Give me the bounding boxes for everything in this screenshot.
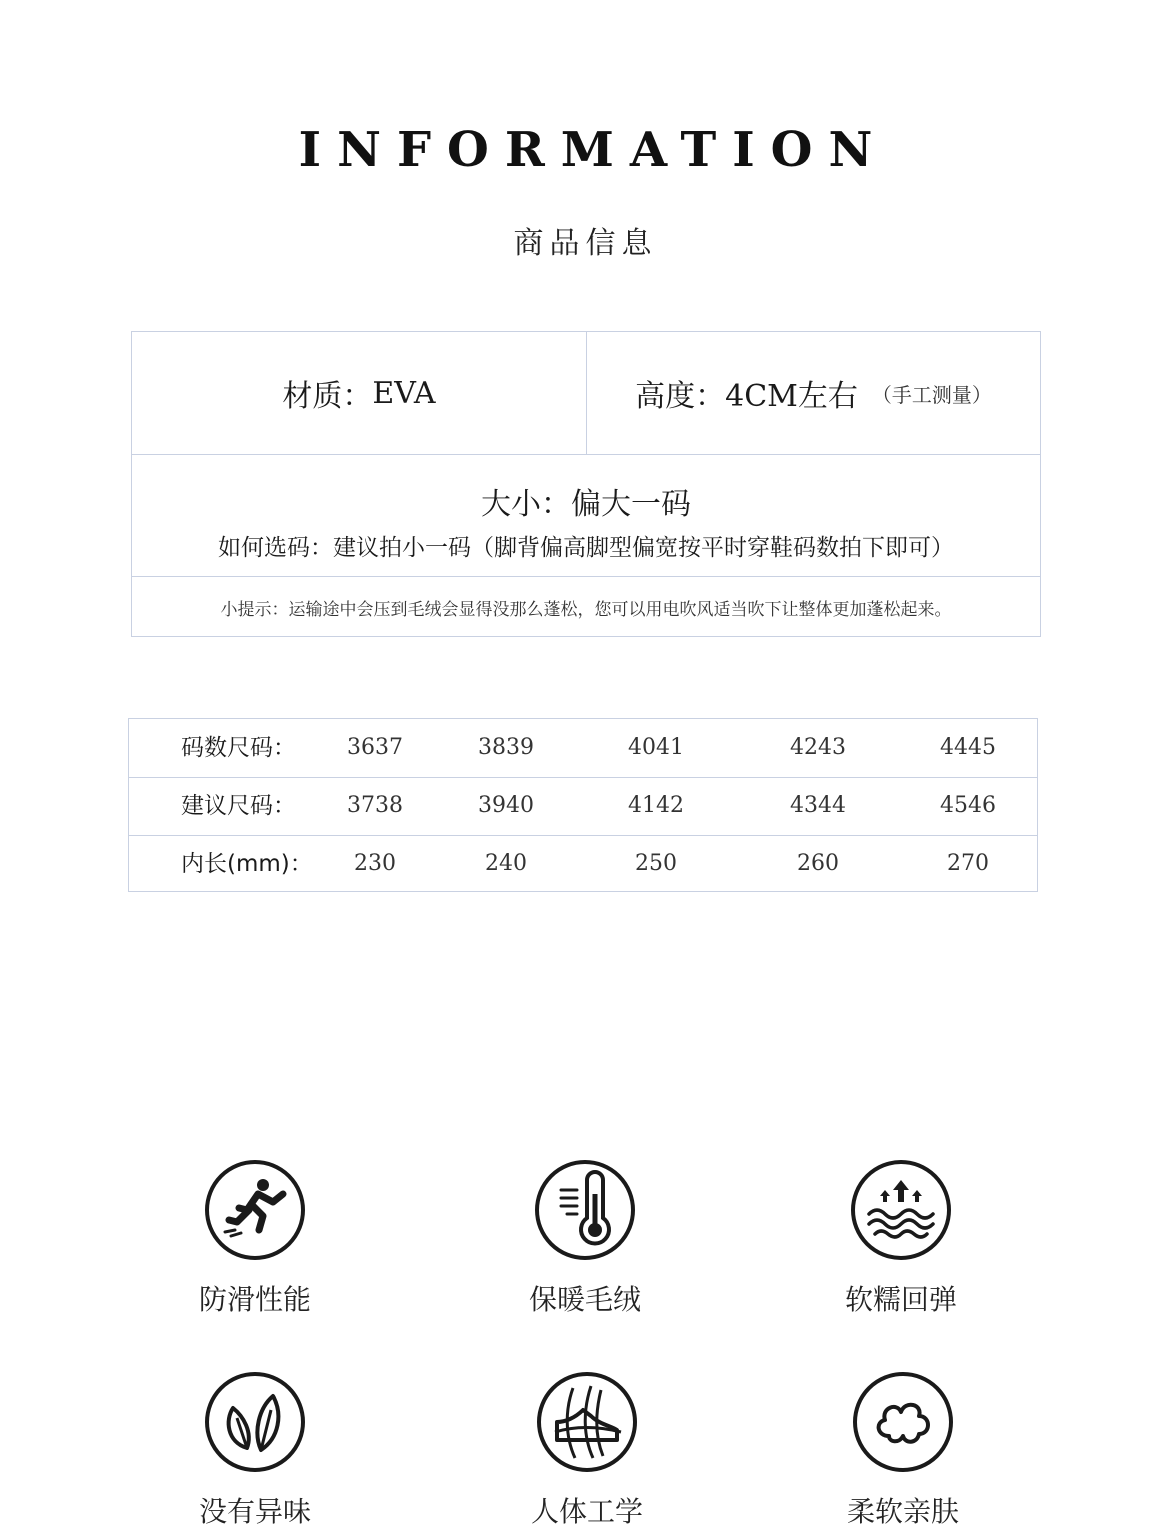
table-cell: 3637 (347, 735, 403, 760)
feature-anti-slip (145, 1158, 365, 1318)
height-label: 高度： (635, 379, 726, 414)
info-row-material-height (132, 332, 1040, 455)
how-to-choose-text: 如何选码：建议拍小一码（脚背偏高脚型偏宽按平时穿鞋码数拍下即可） (218, 535, 954, 561)
height-cell (587, 332, 1040, 454)
height-value: 4CM左右 (725, 379, 858, 414)
ergonomic-shoe-icon (535, 1370, 639, 1474)
page-title: INFORMATION (298, 122, 889, 178)
table-cell: 4445 (940, 735, 996, 760)
page-subtitle: 商品信息 (513, 226, 658, 261)
table-cell: 230 (354, 851, 396, 876)
thermometer-icon (533, 1158, 637, 1262)
rebound-icon (849, 1158, 953, 1262)
table-cell: 240 (485, 851, 527, 876)
table-cell: 270 (947, 851, 989, 876)
table-row (129, 777, 1037, 836)
material-value: EVA (372, 375, 436, 411)
table-row (129, 719, 1037, 778)
tip-text: 小提示：运输途中会压到毛绒会显得没那么蓬松，您可以用电吹风适当吹下让整体更加蓬松起来。 (220, 599, 952, 620)
info-row-size (132, 455, 1040, 577)
table-cell: 4344 (790, 793, 846, 818)
table-cell: 3940 (478, 793, 534, 818)
table-cell: 4142 (628, 793, 684, 818)
leaf-icon (203, 1370, 307, 1474)
table-cell: 4243 (790, 735, 846, 760)
feature-soft-rebound (791, 1158, 1011, 1318)
table-cell: 250 (635, 851, 677, 876)
product-info-box (131, 331, 1041, 637)
cotton-icon (851, 1370, 955, 1474)
material-label: 材质： (282, 379, 373, 414)
feature-skin-friendly (793, 1370, 1013, 1530)
feature-label: 软糯回弹 (844, 1283, 957, 1316)
material-cell (132, 332, 587, 454)
size-table (128, 718, 1038, 892)
anti-slip-icon (203, 1158, 307, 1262)
row-label: 建议尺码： (181, 793, 296, 819)
row-label: 码数尺码： (181, 735, 296, 761)
height-note: （手工测量） (871, 382, 992, 407)
feature-no-odor (145, 1370, 365, 1530)
row-label: 内长(mm)： (181, 851, 313, 877)
feature-label: 保暖毛绒 (528, 1283, 641, 1316)
feature-label: 柔软亲肤 (846, 1495, 959, 1528)
table-cell: 4041 (628, 735, 684, 760)
table-row (129, 835, 1037, 893)
size-text: 大小：偏大一码 (481, 487, 691, 522)
table-cell: 260 (797, 851, 839, 876)
feature-label: 防滑性能 (198, 1283, 311, 1316)
feature-label: 人体工学 (530, 1495, 643, 1528)
table-cell: 3738 (347, 793, 403, 818)
feature-label: 没有异味 (198, 1495, 311, 1528)
feature-warm-plush (475, 1158, 695, 1318)
feature-ergonomic (477, 1370, 697, 1530)
table-cell: 3839 (478, 735, 534, 760)
table-cell: 4546 (940, 793, 996, 818)
